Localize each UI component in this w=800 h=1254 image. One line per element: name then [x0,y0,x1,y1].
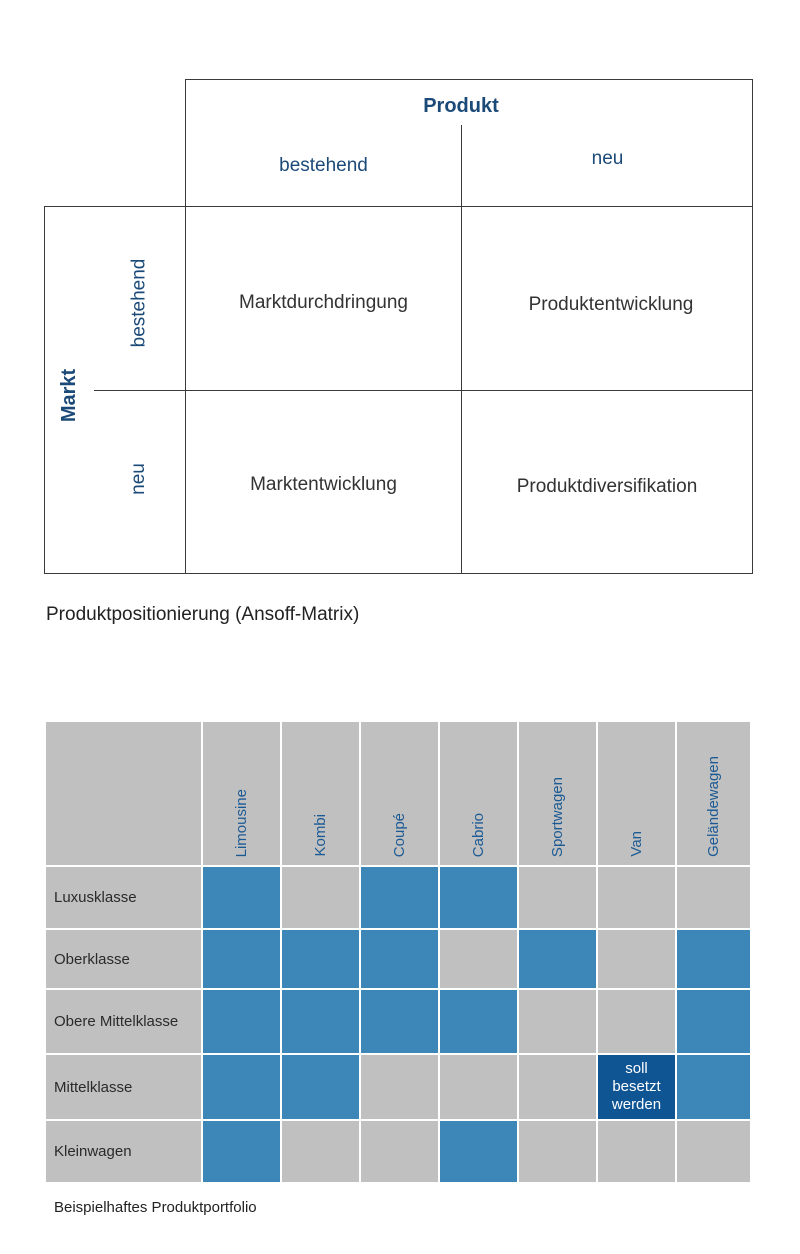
column-header-label: Cabrio [470,812,487,857]
empty-cell [519,1121,598,1182]
market-axis-title: Markt [58,368,81,422]
column-header [519,722,598,867]
target-note: soll besetzt werden [611,1060,662,1113]
occupied-cell [203,1121,282,1182]
matrix-top-border [185,79,753,80]
occupied-cell [677,930,750,990]
row-label: Oberklasse [46,930,203,990]
column-header-label: Van [628,831,645,857]
matrix-bottom-border [44,573,753,574]
column-header [677,722,750,867]
column-header-label: Limousine [233,788,250,857]
occupied-cell [203,1055,282,1121]
row-label: Luxusklasse [46,867,203,930]
empty-cell [519,990,598,1055]
column-header-label: Kombi [312,814,329,857]
matrix-header-divider [44,206,753,207]
occupied-cell [282,1055,361,1121]
empty-cell [519,867,598,930]
row-label: Obere Mittelklasse [46,990,203,1055]
portfolio-caption: Beispielhaftes Produktportfolio [54,1199,257,1216]
empty-cell [598,1121,677,1182]
empty-cell [440,1055,519,1121]
row-label: Mittelklasse [46,1055,203,1121]
market-existing-label: bestehend [128,258,149,348]
occupied-cell [203,930,282,990]
occupied-cell [440,1121,519,1182]
occupied-cell [440,990,519,1055]
empty-cell [282,1121,361,1182]
column-header [598,722,677,867]
occupied-cell [282,990,361,1055]
occupied-cell [361,867,440,930]
matrix-middle-horizontal [94,390,753,391]
empty-cell [598,867,677,930]
market-new-label: neu [127,463,149,495]
empty-cell [361,1055,440,1121]
empty-cell [361,1121,440,1182]
occupied-cell [361,930,440,990]
cell-market-penetration: Marktdurchdringung [239,292,408,313]
occupied-cell [677,1055,750,1121]
occupied-cell [361,990,440,1055]
occupied-cell [519,930,598,990]
column-header-label: Coupé [391,812,408,857]
empty-cell [282,867,361,930]
product-portfolio-grid [46,722,750,1182]
grid-corner-cell [46,722,203,867]
empty-cell [598,990,677,1055]
occupied-cell [203,867,282,930]
product-existing-label: bestehend [279,155,368,176]
occupied-cell [203,990,282,1055]
empty-cell [440,930,519,990]
column-header-label: Geländewagen [705,756,722,857]
target-cell [598,1055,677,1121]
occupied-cell [440,867,519,930]
row-label: Kleinwagen [46,1121,203,1182]
occupied-cell [282,930,361,990]
empty-cell [598,930,677,990]
column-header [361,722,440,867]
ansoff-caption: Produktpositionierung (Ansoff-Matrix) [46,604,360,625]
market-existing-label-wrap [99,258,179,348]
market-axis-title-wrap [30,368,110,422]
occupied-cell [677,990,750,1055]
column-header [440,722,519,867]
cell-market-development: Marktentwicklung [250,474,397,495]
market-new-label-wrap [99,464,179,494]
column-header [203,722,282,867]
cell-product-development: Produktentwicklung [528,294,694,315]
empty-cell [677,867,750,930]
column-header [282,722,361,867]
empty-cell [677,1121,750,1182]
product-new-label: neu [591,148,624,169]
column-header-label: Sportwagen [549,776,566,857]
cell-diversification: Produktdiversifikation [516,476,698,497]
empty-cell [519,1055,598,1121]
matrix-middle-vertical [461,125,462,574]
product-axis-title: Produkt [423,94,499,117]
